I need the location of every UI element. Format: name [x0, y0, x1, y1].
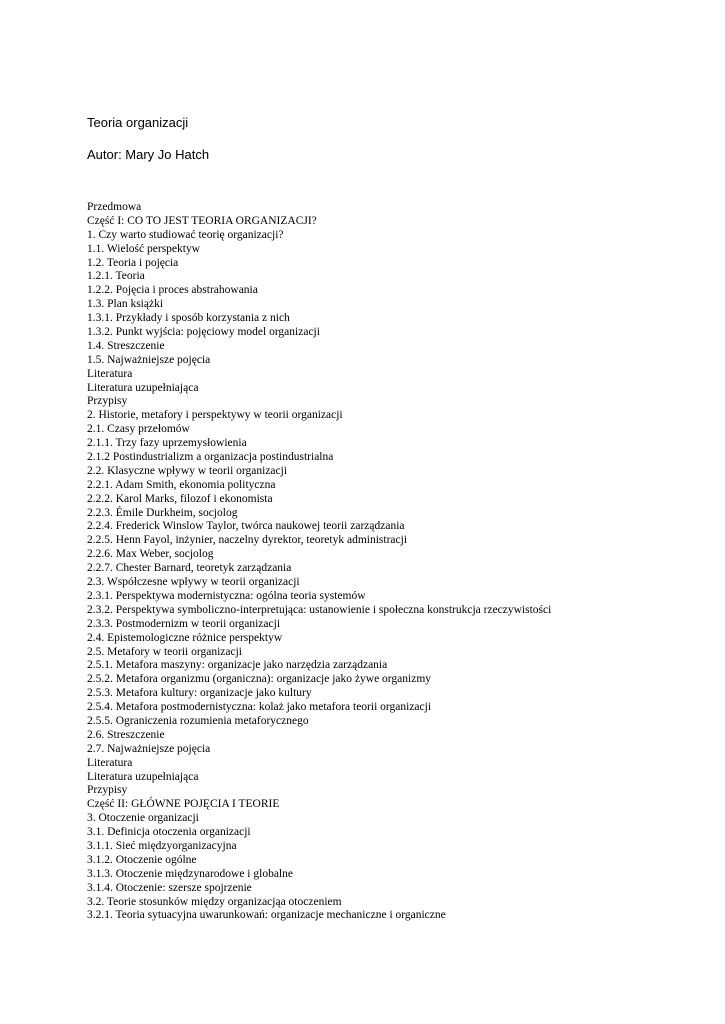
- toc-entry: 3. Otoczenie organizacji: [87, 812, 199, 825]
- toc-entry: 2.5.5. Ograniczenia rozumienia metaforycznego: [87, 714, 309, 727]
- table-of-contents: [87, 201, 551, 923]
- toc-entry: Literatura uzupełniająca: [87, 770, 199, 783]
- toc-entry: 2.5.1. Metafora maszyny: organizacje jako narzędzia zarządzania: [87, 659, 388, 672]
- toc-entry: Literatura: [87, 367, 133, 380]
- toc-entry: 2.7. Najważniejsze pojęcia: [87, 742, 211, 755]
- toc-entry: 2.2.4. Frederick Winslow Taylor, twórca naukowej teorii zarządzania: [87, 520, 405, 533]
- toc-entry: 3.1. Definicja otoczenia organizacji: [87, 826, 251, 839]
- toc-entry: 2.4. Epistemologiczne różnice perspektyw: [87, 631, 283, 644]
- toc-entry: 1.5. Najważniejsze pojęcia: [87, 353, 211, 366]
- toc-entry: Przedmowa: [87, 201, 142, 213]
- toc-entry: 3.1.1. Sieć międzyorganizacyjna: [87, 839, 237, 852]
- toc-entry: 2.2.3. Émile Durkheim, socjolog: [87, 506, 238, 519]
- toc-entry: 2.6. Streszczenie: [87, 728, 165, 741]
- toc-entry: 2.5.4. Metafora postmodernistyczna: kolaż jako metafora teorii organizacji: [87, 701, 432, 714]
- toc-entry: Przypisy: [87, 784, 128, 797]
- toc-entry: Literatura: [87, 756, 133, 769]
- toc-entry: Przypisy: [87, 395, 128, 408]
- toc-entry: 3.1.4. Otoczenie: szersze spojrzenie: [87, 881, 252, 894]
- toc-entry: 2. Historie, metafory i perspektywy w teorii organizacji: [87, 409, 343, 422]
- toc-entry: 1.3.2. Punkt wyjścia: pojęciowy model organizacji: [87, 326, 320, 339]
- toc-entry: 1. Czy warto studiować teorię organizacji?: [87, 228, 284, 241]
- toc-entry: 3.1.2. Otoczenie ogólne: [87, 853, 197, 866]
- toc-entry: 1.3.1. Przykłady i sposób korzystania z nich: [87, 312, 290, 325]
- toc-entry: 1.1. Wielość perspektyw: [87, 242, 201, 255]
- toc-entry: 1.2. Teoria i pojęcia: [87, 256, 179, 269]
- toc-entry: 3.1.3. Otoczenie międzynarodowe i globalne: [87, 867, 293, 880]
- document-header: [87, 116, 209, 162]
- toc-entry: Literatura uzupełniająca: [87, 381, 199, 394]
- document-author: Autor: Mary Jo Hatch: [87, 147, 210, 162]
- toc-entry: 2.3.2. Perspektywa symboliczno-interpretująca: ustanowienie i społeczna konstrukcja rzeczywistości: [87, 603, 552, 616]
- toc-entry: 2.2. Klasyczne wpływy w teorii organizacji: [87, 464, 288, 477]
- toc-entry: Część I: CO TO JEST TEORIA ORGANIZACJI?: [87, 214, 317, 227]
- document-title: Teoria organizacji: [87, 115, 189, 130]
- toc-entry: Część II: GŁÓWNE POJĘCIA I TEORIE: [87, 798, 280, 811]
- toc-entry: 2.5.3. Metafora kultury: organizacje jako kultury: [87, 687, 312, 700]
- toc-entry: 3.2.1. Teoria sytuacyjna uwarunkowań: organizacje mechaniczne i organiczne: [87, 909, 446, 922]
- toc-entry: 2.3. Współczesne wpływy w teorii organizacji: [87, 576, 300, 589]
- toc-entry: 2.5.2. Metafora organizmu (organiczna): organizacje jako żywe organizmy: [87, 673, 432, 686]
- toc-entry: 2.2.7. Chester Barnard, teoretyk zarządzania: [87, 562, 292, 575]
- toc-entry: 3.2. Teorie stosunków między organizacjąa otoczeniem: [87, 895, 342, 908]
- toc-entry: 2.2.1. Adam Smith, ekonomia polityczna: [87, 478, 276, 491]
- toc-entry: 2.5. Metafory w teorii organizacji: [87, 645, 242, 658]
- toc-entry: 1.4. Streszczenie: [87, 339, 165, 352]
- toc-entry: 2.2.6. Max Weber, socjolog: [87, 548, 214, 561]
- toc-entry: 2.1.2 Postindustrializm a organizacja postindustrialna: [87, 451, 334, 464]
- toc-entry: 1.2.2. Pojęcia i proces abstrahowania: [87, 284, 258, 297]
- toc-entry: 2.2.5. Henn Fayol, inżynier, naczelny dyrektor, teoretyk administracji: [87, 534, 408, 547]
- toc-entry: 2.1. Czasy przełomów: [87, 423, 190, 436]
- toc-entry: 2.3.3. Postmodernizm w teorii organizacji: [87, 617, 281, 630]
- header-spacer: [87, 130, 209, 148]
- toc-entry: 2.1.1. Trzy fazy uprzemysłowienia: [87, 437, 247, 450]
- toc-entry: 2.2.2. Karol Marks, filozof i ekonomista: [87, 492, 273, 505]
- toc-entry: 1.2.1. Teoria: [87, 270, 145, 283]
- toc-entry: 2.3.1. Perspektywa modernistyczna: ogólna teoria systemów: [87, 589, 366, 602]
- toc-entry: 1.3. Plan książki: [87, 298, 164, 311]
